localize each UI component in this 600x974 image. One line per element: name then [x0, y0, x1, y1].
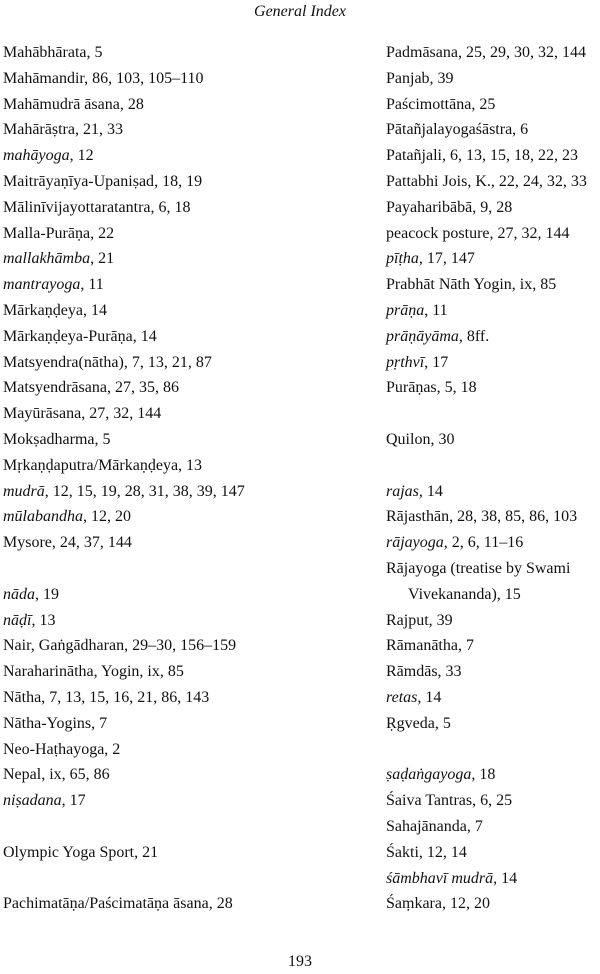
index-term: Mārkaṇḍeya [3, 301, 83, 319]
index-entry [3, 92, 373, 118]
index-page-refs: , 5 [86, 44, 103, 61]
index-entry [386, 762, 600, 788]
index-term: Neo-Haṭhayoga [3, 740, 105, 758]
index-page-refs: , 30 [430, 430, 455, 448]
index-term: Rāmdās [386, 663, 438, 681]
index-entry [386, 504, 600, 530]
index-term: Mysore [3, 534, 52, 552]
index-term: Padmāsana [386, 44, 458, 61]
index-page-refs: , 7, 13, 15, 16, 21, 86, 143 [41, 688, 210, 706]
index-term: Rājayoga (treatise by Swami Vivekananda) [386, 559, 571, 603]
index-entry [386, 169, 600, 195]
index-page-refs: , 17 [61, 792, 86, 810]
index-term: Matsyendrāsana [3, 379, 107, 397]
index-page-refs: , 18, 19 [154, 172, 203, 190]
index-section-gap [3, 814, 373, 840]
index-entry [3, 221, 373, 247]
index-page-refs: , 14 [493, 869, 518, 887]
index-entry [3, 272, 373, 298]
index-page-refs: , 2 [104, 740, 121, 758]
index-entry [3, 324, 373, 350]
index-page-refs: , 11 [424, 301, 448, 319]
index-page-refs: , 7 [91, 714, 108, 732]
index-term: Mṛkaṇḍaputra/Mārkaṇḍeya [3, 456, 179, 474]
index-page-refs: , 5 [434, 714, 451, 732]
index-entry [3, 479, 373, 505]
index-term: Payaharibābā [386, 198, 473, 216]
index-page-refs: , 27, 32, 144 [81, 405, 162, 423]
index-term: Śaṃkara [386, 895, 442, 913]
index-entry [386, 427, 600, 453]
index-term: Rājasthān [386, 508, 450, 526]
index-entry [386, 246, 600, 272]
index-entry [3, 350, 373, 376]
index-column-right [386, 40, 600, 917]
index-page-refs: , 21 [134, 843, 159, 861]
index-page-refs: , 8ff. [458, 327, 490, 345]
index-page-refs: , 22 [90, 224, 115, 242]
index-term: Pātañjalayogaśāstra [386, 121, 513, 139]
index-entry [3, 530, 373, 556]
index-entry [3, 504, 373, 530]
index-column-left [3, 40, 373, 917]
index-entry [3, 711, 373, 737]
index-page-refs: , ix, 65, 86 [41, 766, 110, 784]
index-page-refs: , 21, 33 [74, 121, 123, 139]
index-page-refs: , 28 [119, 95, 144, 113]
index-page-refs: , 5 [94, 430, 111, 448]
index-entry [386, 479, 600, 505]
index-entry [3, 66, 373, 92]
index-entry [386, 117, 600, 143]
index-page-refs: , 21 [90, 250, 115, 268]
index-term: retas [386, 688, 418, 706]
index-term: rājayoga [386, 534, 444, 552]
index-page-refs: , 18 [471, 766, 496, 784]
running-header: General Index [254, 3, 346, 20]
index-term: Panjab [386, 69, 430, 87]
index-section-gap [386, 401, 600, 427]
index-entry [386, 711, 600, 737]
index-term: Mahāmudrā āsana [3, 95, 120, 113]
index-entry [386, 66, 600, 92]
index-term: mallakhāmba [3, 250, 91, 268]
index-entry [3, 608, 373, 634]
index-page-refs: , 12, 20 [441, 895, 490, 913]
index-entry [3, 40, 373, 66]
index-term: Nātha-Yogins [3, 714, 92, 732]
index-term: Nair, Gaṅgādharan [3, 637, 125, 655]
index-page-refs: , 6, 25 [472, 792, 513, 810]
index-page-refs: , 14 [417, 688, 442, 706]
index-entry [3, 762, 373, 788]
index-term: Maitrāyaṇīya-Upaniṣad [3, 172, 155, 190]
index-term: Mahābhārata [3, 44, 87, 61]
index-term: Rāmanātha [386, 637, 458, 655]
index-entry [3, 401, 373, 427]
index-term: śāmbhavī mudrā [386, 869, 494, 887]
index-entry [386, 375, 600, 401]
index-term: ṣaḍaṅgayoga [386, 766, 472, 784]
index-page-refs: , 39 [428, 611, 453, 629]
index-page-refs: , 7 [466, 817, 483, 835]
index-entry [3, 427, 373, 453]
index-page-refs: , 14 [418, 482, 443, 500]
index-term: rajas [386, 482, 419, 500]
index-term: Malla-Purāṇa [3, 224, 91, 242]
index-term: Olympic Yoga Sport [3, 843, 135, 861]
index-term: Quilon [386, 430, 431, 448]
index-entry [3, 788, 373, 814]
index-entry [386, 556, 600, 608]
index-page-refs: , 2, 6, 11–16 [443, 534, 524, 552]
index-page-refs: , 33 [437, 663, 462, 681]
index-entry [3, 298, 373, 324]
index-term: Mārkaṇḍeya-Purāṇa [3, 327, 133, 345]
index-term: Mahārāṣtra [3, 121, 75, 139]
index-page-refs: , 19 [35, 585, 59, 603]
index-term: Ṛgveda [386, 714, 435, 732]
index-term: pṛthvī [386, 353, 425, 371]
index-page-refs: , 7, 13, 21, 87 [123, 353, 212, 371]
index-section-gap [386, 737, 600, 763]
index-entry [3, 659, 373, 685]
index-entry [386, 814, 600, 840]
index-entry [386, 272, 600, 298]
index-page-refs: , 22, 24, 32, 33 [490, 172, 587, 190]
index-page-refs: , 12, 14 [418, 843, 467, 861]
index-term: mudrā [3, 482, 45, 500]
index-entry [386, 608, 600, 634]
index-page-refs: , 17, 147 [418, 250, 475, 268]
index-term: Pattabhi Jois, K. [386, 172, 491, 190]
index-entry [386, 530, 600, 556]
index-page-refs: , 17 [424, 353, 449, 371]
index-term: peacock posture [386, 224, 490, 242]
index-term: prāṇāyāma [386, 327, 459, 345]
index-term: Patañjali [386, 147, 442, 165]
index-page-refs: , 9, 28 [472, 198, 513, 216]
index-entry [386, 788, 600, 814]
index-term: Mālinīvijayottaratantra [3, 198, 151, 216]
index-page-refs: , 15 [496, 585, 521, 603]
index-entry [386, 685, 600, 711]
index-term: Prabhāt Nāth Yogin [386, 276, 512, 294]
index-page-refs: , 7 [457, 637, 474, 655]
index-page-refs: , 6 [512, 121, 529, 139]
index-page-refs: , 12, 15, 19, 28, 31, 38, 39, 147 [44, 482, 245, 500]
index-page-refs: , 28 [208, 895, 233, 913]
index-page-refs: , 39 [429, 69, 454, 87]
index-page-refs: , 12, 20 [83, 508, 131, 526]
index-term: prāṇa [386, 301, 425, 319]
index-page-refs: , 25 [471, 95, 496, 113]
index-entry [3, 840, 373, 866]
index-term: Paścimottāna [386, 95, 472, 113]
index-entry [386, 324, 600, 350]
index-page-refs: , 6, 18 [150, 198, 191, 216]
index-entry [386, 633, 600, 659]
index-term: mahāyoga [3, 147, 70, 165]
index-entry [3, 246, 373, 272]
index-page-refs: , 14 [132, 327, 157, 345]
index-entry [3, 169, 373, 195]
index-page-refs: , 6, 13, 15, 18, 22, 23 [441, 147, 578, 165]
index-page-refs: , 12 [69, 147, 94, 165]
index-page-refs: , 13 [178, 456, 203, 474]
index-term: nāḍī [3, 611, 32, 629]
index-section-gap [3, 556, 373, 582]
index-term: Mahāmandir [3, 69, 85, 87]
index-page-refs: , 5, 18 [436, 379, 477, 397]
index-term: Śaiva Tantras [386, 792, 473, 810]
index-entry [386, 221, 600, 247]
index-term: Pachimatāṇa/Paścimatāṇa āsana [3, 895, 209, 913]
index-entry [386, 40, 600, 66]
index-entry [3, 737, 373, 763]
index-entry [3, 685, 373, 711]
index-entry [386, 659, 600, 685]
index-entry [3, 375, 373, 401]
index-page-refs: , 11 [80, 276, 104, 294]
index-entry [3, 453, 373, 479]
index-entry [3, 143, 373, 169]
index-page-refs: , 28, 38, 85, 86, 103 [449, 508, 578, 526]
index-entry [3, 582, 373, 608]
index-term: Śakti [386, 843, 419, 861]
index-term: Mayūrāsana [3, 405, 82, 423]
index-entry [386, 891, 600, 917]
index-page-refs: , 13 [31, 611, 56, 629]
index-entry [386, 350, 600, 376]
page-number: 193 [288, 953, 312, 970]
index-term: Nātha [3, 688, 42, 706]
index-page-refs: , 27, 35, 86 [106, 379, 179, 397]
index-entry [386, 840, 600, 866]
index-term: niṣadana [3, 792, 62, 810]
index-section-gap [386, 453, 600, 479]
index-page-refs: , 86, 103, 105–110 [84, 69, 204, 87]
index-section-gap [3, 866, 373, 892]
index-entry [386, 92, 600, 118]
index-entry [386, 298, 600, 324]
index-page-refs: , ix, 85 [511, 276, 557, 294]
index-term: Matsyendra(nātha) [3, 353, 124, 371]
index-term: mantrayoga [3, 276, 81, 294]
index-page-refs: , 14 [82, 301, 107, 319]
index-entry [3, 195, 373, 221]
index-term: Mokṣadharma [3, 430, 95, 448]
index-page-refs: , 27, 32, 144 [489, 224, 570, 242]
index-page-refs: , 25, 29, 30, 32, 144 [457, 44, 586, 61]
index-entry [3, 891, 373, 917]
index-entry [386, 143, 600, 169]
index-term: nāda [3, 585, 35, 603]
index-term: Rajput [386, 611, 429, 629]
index-term: pīṭha [386, 250, 419, 268]
index-page-refs: , 29–30, 156–159 [124, 637, 237, 655]
index-entry [3, 117, 373, 143]
index-term: Purāṇas [386, 379, 437, 397]
index-page-refs: , ix, 85 [139, 663, 184, 681]
index-term: mūlabandha [3, 508, 83, 526]
index-entry [3, 633, 373, 659]
index-entry [386, 195, 600, 221]
index-term: Naraharinātha, Yogin [3, 663, 140, 681]
index-entry [386, 866, 600, 892]
index-term: Sahajānanda [386, 817, 467, 835]
index-page-refs: , 24, 37, 144 [51, 534, 132, 552]
index-term: Nepal [3, 766, 42, 784]
